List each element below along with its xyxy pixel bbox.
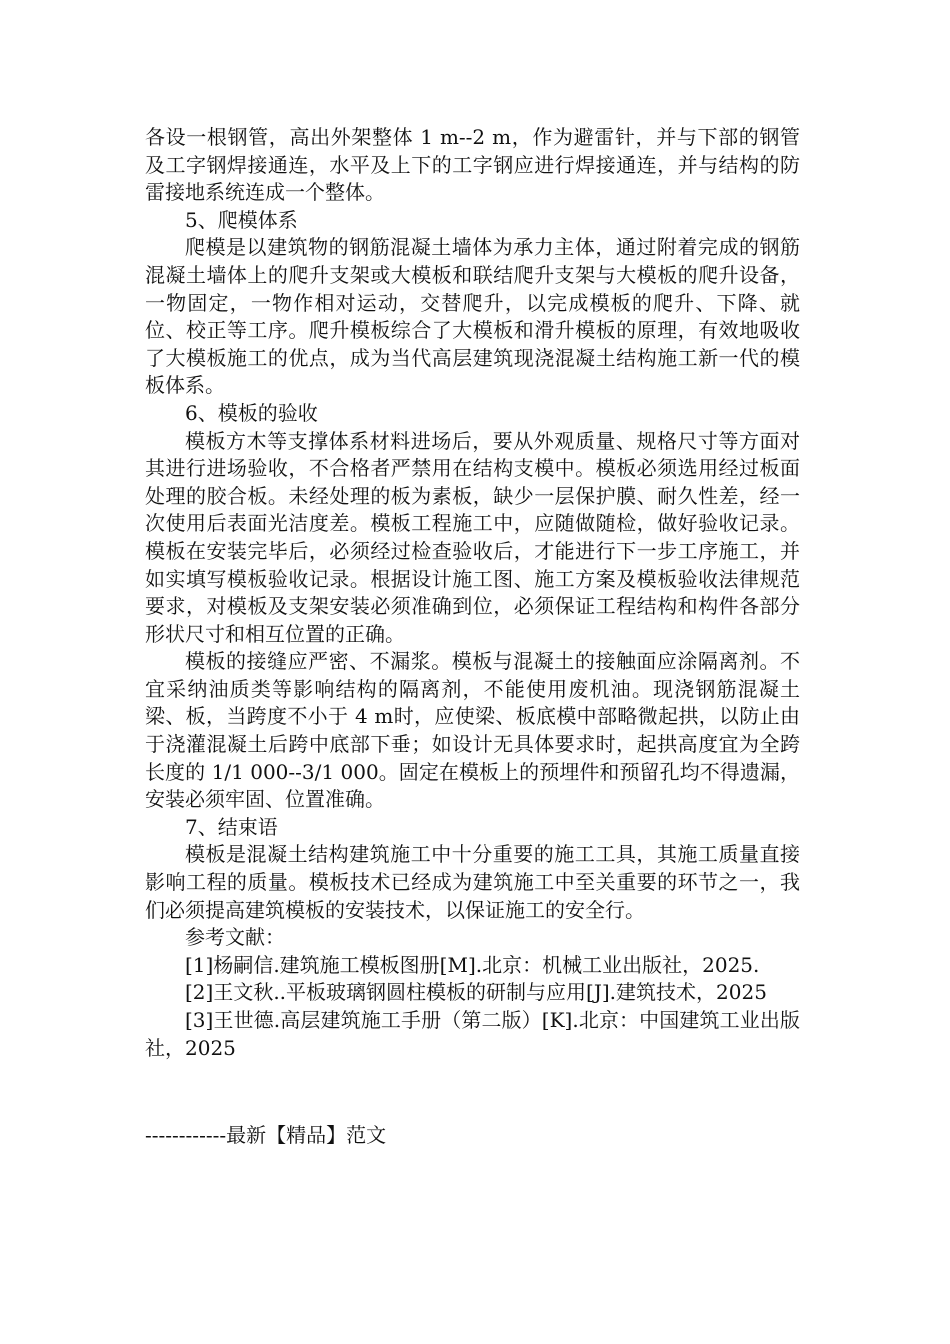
section-5-heading: 5、爬模体系 <box>185 207 298 232</box>
reference-item-1: [1]杨嗣信.建筑施工模板图册[M].北京：机械工业出版社，2025. <box>185 952 760 977</box>
section-6-paragraph-2: 模板的接缝应严密、不漏浆。模板与混凝土的接触面应涂隔离剂。不宜采纳油质类等影响结构的隔离剂，不能使用废机油。现浇钢筋混凝土梁、板，当跨度不小于 4 m时，应使梁、板底模中部略微起拱，以防止由于浇灌混凝土后跨中底部下垂；如设计无具体要求时，起拱高度宜为全跨长度的 1/1 000--3/1 000。固定在模板上的预埋件和预留孔均不得遗漏，安装必须牢固、位置准确。 <box>145 649 800 812</box>
reference-item-2: [2]王文秋..平板玻璃钢圆柱模板的研制与应用[J].建筑技术，2025 <box>185 980 767 1005</box>
intro-paragraph: 各设一根钢管，高出外架整体 1 m--2 m，作为避雷针，并与下部的钢管及工字钢焊接通连，水平及上下的工字钢应进行焊接通连，并与结构的防雷接地系统连成一个整体。 <box>145 125 800 205</box>
references-label: 参考文献： <box>185 925 285 950</box>
section-6-paragraph-1: 模板方木等支撑体系材料进场后，要从外观质量、规格尺寸等方面对其进行进场验收，不合格者严禁用在结构支模中。模板必须选用经过板面处理的胶合板。未经处理的板为素板，缺少一层保护膜、耐久性差，经一次使用后表面光洁度差。模板工程施工中，应随做随检，做好验收记录。模板在安装完毕后，必须经过检查验收后，才能进行下一步工序施工，并如实填写模板验收记录。根据设计施工图、施工方案及模板验收法律规范要求，对模板及支架安装必须准确到位，必须保证工程结构和构件各部分形状尺寸和相互位置的正确。 <box>145 428 800 646</box>
section-5-paragraph: 爬模是以建筑物的钢筋混凝土墙体为承力主体，通过附着完成的钢筋混凝土墙体上的爬升支架或大模板和联结爬升支架与大模板的爬升设备，一物固定，一物作相对运动，交替爬升，以完成模板的爬升、下降、就位、校正等工序。爬升模板综合了大模板和滑升模板的原理，有效地吸收了大模板施工的优点，成为当代高层建筑现浇混凝土结构施工新一代的模板体系。 <box>145 235 800 398</box>
section-6-heading: 6、模板的验收 <box>185 400 318 425</box>
reference-item-3: [3]王世德.高层建筑施工手册（第二版）[K].北京：中国建筑工业出版社，2025 <box>145 1008 800 1060</box>
section-7-paragraph: 模板是混凝土结构建筑施工中十分重要的施工工具，其施工质量直接影响工程的质量。模板技术已经成为建筑施工中至关重要的环节之一，我们必须提高建筑模板的安装技术，以保证施工的安全行。 <box>145 842 800 922</box>
section-7-heading: 7、结束语 <box>185 814 278 839</box>
document-body <box>145 124 800 1062</box>
footer-text: ------------最新【精品】范文 <box>145 1123 387 1147</box>
